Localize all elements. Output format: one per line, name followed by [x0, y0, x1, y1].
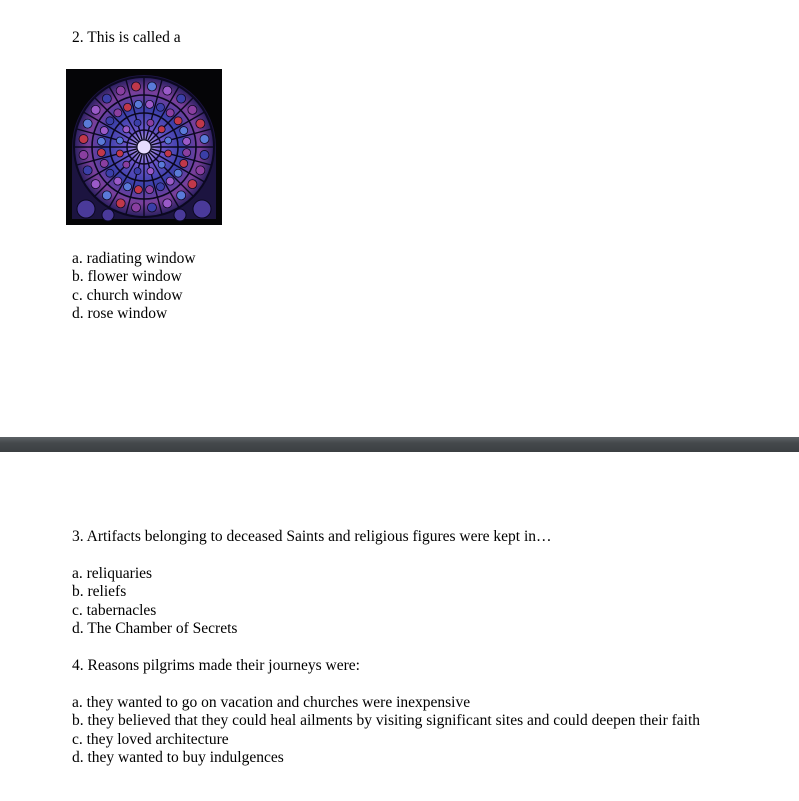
question-3-option-b[interactable]: b. reliefs	[72, 583, 127, 600]
question-4-prompt: 4. Reasons pilgrims made their journeys were:	[72, 657, 360, 674]
question-2-option-a[interactable]: a. radiating window	[72, 250, 196, 267]
rose-window-illustration	[66, 69, 222, 225]
question-3-option-a[interactable]: a. reliquaries	[72, 565, 153, 582]
question-2-option-d[interactable]: d. rose window	[72, 305, 168, 322]
question-2-option-b[interactable]: b. flower window	[72, 268, 182, 285]
page-separator	[0, 437, 799, 452]
question-4-option-c[interactable]: c. they loved architecture	[72, 731, 229, 748]
document-page-2	[0, 452, 799, 801]
question-4-option-a[interactable]: a. they wanted to go on vacation and churches were inexpensive	[72, 694, 471, 711]
question-3-option-d[interactable]: d. The Chamber of Secrets	[72, 620, 238, 637]
question-3-prompt: 3. Artifacts belonging to deceased Saints and religious figures were kept in…	[72, 528, 552, 545]
question-4-option-d[interactable]: d. they wanted to buy indulgences	[72, 749, 284, 766]
question-3-option-c[interactable]: c. tabernacles	[72, 602, 157, 619]
question-4-option-b[interactable]: b. they believed that they could heal ailments by visiting significant sites and could deepen their faith	[72, 712, 701, 729]
question-2-prompt: 2. This is called a	[72, 29, 181, 46]
question-2-option-c[interactable]: c. church window	[72, 287, 183, 304]
rose-window-image	[66, 69, 222, 225]
